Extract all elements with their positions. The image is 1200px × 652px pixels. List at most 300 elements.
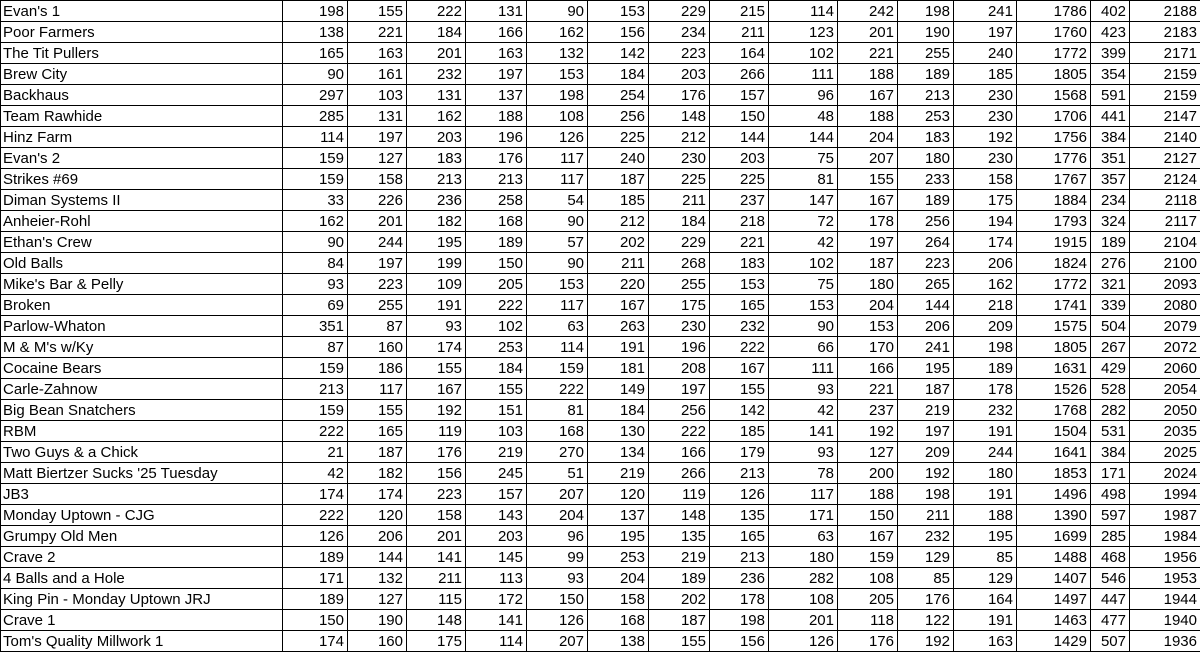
score-cell: 240	[588, 148, 649, 169]
score-cell: 120	[348, 505, 407, 526]
table-row	[1, 190, 1200, 211]
score-cell: 265	[898, 274, 954, 295]
team-name-cell: Monday Uptown - CJG	[1, 505, 283, 526]
score-cell: 201	[769, 610, 838, 631]
score-cell: 282	[1091, 400, 1130, 421]
score-cell: 117	[348, 379, 407, 400]
score-cell: 188	[954, 505, 1017, 526]
score-cell: 189	[283, 547, 348, 568]
score-cell: 135	[649, 526, 710, 547]
score-cell: 199	[407, 253, 466, 274]
score-cell: 114	[769, 1, 838, 22]
score-cell: 191	[588, 337, 649, 358]
score-cell: 203	[407, 127, 466, 148]
score-cell: 236	[407, 190, 466, 211]
score-cell: 155	[466, 379, 527, 400]
score-cell: 171	[769, 505, 838, 526]
score-cell: 163	[466, 43, 527, 64]
score-cell: 1824	[1017, 253, 1091, 274]
score-cell: 113	[466, 568, 527, 589]
score-cell: 218	[954, 295, 1017, 316]
score-cell: 225	[588, 127, 649, 148]
table-row	[1, 526, 1200, 547]
score-cell: 191	[954, 484, 1017, 505]
score-cell: 211	[710, 22, 769, 43]
score-cell: 253	[466, 337, 527, 358]
score-cell: 201	[838, 22, 898, 43]
score-cell: 150	[527, 589, 588, 610]
table-row	[1, 316, 1200, 337]
score-cell: 150	[283, 610, 348, 631]
score-cell: 468	[1091, 547, 1130, 568]
score-cell: 176	[649, 85, 710, 106]
score-cell: 159	[838, 547, 898, 568]
score-cell: 268	[649, 253, 710, 274]
table-row	[1, 274, 1200, 295]
score-cell: 321	[1091, 274, 1130, 295]
score-cell: 192	[898, 463, 954, 484]
table-row	[1, 379, 1200, 400]
score-cell: 90	[527, 1, 588, 22]
score-cell: 117	[527, 169, 588, 190]
score-cell: 219	[649, 547, 710, 568]
score-cell: 99	[527, 547, 588, 568]
score-cell: 167	[838, 85, 898, 106]
table-row	[1, 484, 1200, 505]
score-cell: 242	[838, 1, 898, 22]
score-cell: 145	[466, 547, 527, 568]
score-cell: 174	[348, 484, 407, 505]
score-cell: 1429	[1017, 631, 1091, 652]
score-cell: 504	[1091, 316, 1130, 337]
score-cell: 129	[898, 547, 954, 568]
score-cell: 153	[588, 1, 649, 22]
score-cell: 159	[283, 148, 348, 169]
score-cell: 119	[407, 421, 466, 442]
table-row	[1, 442, 1200, 463]
score-cell: 167	[407, 379, 466, 400]
score-cell: 190	[348, 610, 407, 631]
team-name-cell: Diman Systems II	[1, 190, 283, 211]
score-cell: 255	[348, 295, 407, 316]
score-cell: 151	[466, 400, 527, 421]
score-cell: 213	[710, 463, 769, 484]
score-cell: 2159	[1130, 85, 1200, 106]
score-cell: 1641	[1017, 442, 1091, 463]
score-cell: 137	[466, 85, 527, 106]
score-cell: 182	[407, 211, 466, 232]
score-cell: 90	[527, 253, 588, 274]
score-cell: 195	[898, 358, 954, 379]
team-name-cell: Poor Farmers	[1, 22, 283, 43]
table-row	[1, 463, 1200, 484]
score-cell: 219	[588, 463, 649, 484]
score-cell: 266	[710, 64, 769, 85]
team-name-cell: Mike's Bar & Pelly	[1, 274, 283, 295]
score-cell: 174	[954, 232, 1017, 253]
score-cell: 1488	[1017, 547, 1091, 568]
team-name-cell: Two Guys & a Chick	[1, 442, 283, 463]
score-cell: 153	[527, 274, 588, 295]
score-cell: 184	[649, 211, 710, 232]
score-cell: 171	[1091, 463, 1130, 484]
score-cell: 148	[407, 610, 466, 631]
score-cell: 266	[649, 463, 710, 484]
score-cell: 507	[1091, 631, 1130, 652]
table-row	[1, 232, 1200, 253]
score-cell: 166	[466, 22, 527, 43]
score-cell: 137	[588, 505, 649, 526]
team-name-cell: Crave 2	[1, 547, 283, 568]
table-row	[1, 547, 1200, 568]
score-cell: 546	[1091, 568, 1130, 589]
score-cell: 147	[769, 190, 838, 211]
score-cell: 198	[283, 1, 348, 22]
score-cell: 1994	[1130, 484, 1200, 505]
score-cell: 180	[838, 274, 898, 295]
score-cell: 42	[769, 232, 838, 253]
score-cell: 153	[838, 316, 898, 337]
score-cell: 181	[588, 358, 649, 379]
score-cell: 195	[954, 526, 1017, 547]
score-cell: 2183	[1130, 22, 1200, 43]
score-cell: 226	[348, 190, 407, 211]
score-cell: 189	[954, 358, 1017, 379]
score-cell: 179	[710, 442, 769, 463]
score-cell: 85	[954, 547, 1017, 568]
score-cell: 158	[954, 169, 1017, 190]
score-cell: 188	[466, 106, 527, 127]
score-cell: 498	[1091, 484, 1130, 505]
score-cell: 51	[527, 463, 588, 484]
score-cell: 159	[283, 400, 348, 421]
score-cell: 108	[838, 568, 898, 589]
score-cell: 182	[348, 463, 407, 484]
score-cell: 196	[466, 127, 527, 148]
score-cell: 196	[649, 337, 710, 358]
score-cell: 1805	[1017, 64, 1091, 85]
team-name-cell: Team Rawhide	[1, 106, 283, 127]
score-cell: 232	[898, 526, 954, 547]
score-cell: 117	[769, 484, 838, 505]
team-name-cell: Ethan's Crew	[1, 232, 283, 253]
team-name-cell: Strikes #69	[1, 169, 283, 190]
score-cell: 203	[466, 526, 527, 547]
team-name-cell: Matt Biertzer Sucks '25 Tuesday	[1, 463, 283, 484]
score-cell: 148	[649, 106, 710, 127]
score-cell: 159	[283, 169, 348, 190]
score-cell: 160	[348, 337, 407, 358]
score-cell: 63	[769, 526, 838, 547]
score-cell: 2147	[1130, 106, 1200, 127]
score-cell: 176	[898, 589, 954, 610]
score-cell: 165	[283, 43, 348, 64]
score-cell: 1741	[1017, 295, 1091, 316]
score-cell: 202	[588, 232, 649, 253]
score-cell: 2024	[1130, 463, 1200, 484]
score-cell: 175	[954, 190, 1017, 211]
score-cell: 222	[466, 295, 527, 316]
score-cell: 213	[898, 85, 954, 106]
table-row	[1, 400, 1200, 421]
score-cell: 178	[954, 379, 1017, 400]
score-cell: 189	[1091, 232, 1130, 253]
score-cell: 1575	[1017, 316, 1091, 337]
score-cell: 198	[710, 610, 769, 631]
score-cell: 158	[588, 589, 649, 610]
score-cell: 174	[283, 484, 348, 505]
score-cell: 256	[649, 400, 710, 421]
score-cell: 123	[769, 22, 838, 43]
score-cell: 153	[769, 295, 838, 316]
score-cell: 245	[466, 463, 527, 484]
score-cell: 114	[466, 631, 527, 652]
score-cell: 191	[954, 610, 1017, 631]
score-cell: 155	[710, 379, 769, 400]
score-cell: 118	[838, 610, 898, 631]
score-cell: 160	[348, 631, 407, 652]
score-cell: 192	[838, 421, 898, 442]
score-cell: 1776	[1017, 148, 1091, 169]
score-cell: 253	[588, 547, 649, 568]
score-cell: 429	[1091, 358, 1130, 379]
score-cell: 255	[649, 274, 710, 295]
team-name-cell: Parlow-Whaton	[1, 316, 283, 337]
score-cell: 21	[283, 442, 348, 463]
score-cell: 197	[649, 379, 710, 400]
score-cell: 195	[588, 526, 649, 547]
score-cell: 1631	[1017, 358, 1091, 379]
score-cell: 159	[283, 358, 348, 379]
score-cell: 531	[1091, 421, 1130, 442]
score-cell: 93	[769, 442, 838, 463]
score-cell: 164	[954, 589, 1017, 610]
score-cell: 597	[1091, 505, 1130, 526]
score-cell: 155	[649, 631, 710, 652]
score-cell: 180	[769, 547, 838, 568]
score-cell: 441	[1091, 106, 1130, 127]
table-row	[1, 253, 1200, 274]
score-cell: 141	[466, 610, 527, 631]
score-cell: 93	[407, 316, 466, 337]
score-cell: 108	[769, 589, 838, 610]
score-cell: 155	[348, 1, 407, 22]
score-cell: 102	[769, 43, 838, 64]
score-cell: 189	[898, 190, 954, 211]
score-cell: 1496	[1017, 484, 1091, 505]
score-cell: 213	[407, 169, 466, 190]
score-cell: 2080	[1130, 295, 1200, 316]
score-cell: 103	[348, 85, 407, 106]
score-cell: 171	[283, 568, 348, 589]
score-cell: 165	[710, 295, 769, 316]
score-cell: 223	[898, 253, 954, 274]
score-cell: 211	[649, 190, 710, 211]
score-cell: 229	[649, 232, 710, 253]
score-cell: 163	[954, 631, 1017, 652]
score-cell: 163	[348, 43, 407, 64]
score-cell: 2124	[1130, 169, 1200, 190]
score-cell: 175	[649, 295, 710, 316]
score-cell: 183	[898, 127, 954, 148]
score-cell: 69	[283, 295, 348, 316]
score-cell: 264	[898, 232, 954, 253]
score-cell: 131	[348, 106, 407, 127]
score-cell: 211	[588, 253, 649, 274]
score-cell: 237	[710, 190, 769, 211]
score-cell: 1987	[1130, 505, 1200, 526]
score-cell: 230	[649, 148, 710, 169]
score-cell: 198	[898, 484, 954, 505]
score-cell: 153	[527, 64, 588, 85]
score-cell: 222	[649, 421, 710, 442]
score-cell: 187	[649, 610, 710, 631]
score-cell: 197	[954, 22, 1017, 43]
score-cell: 1504	[1017, 421, 1091, 442]
table-row	[1, 64, 1200, 85]
score-cell: 165	[710, 526, 769, 547]
score-cell: 103	[466, 421, 527, 442]
score-cell: 115	[407, 589, 466, 610]
score-cell: 339	[1091, 295, 1130, 316]
score-cell: 155	[838, 169, 898, 190]
score-cell: 399	[1091, 43, 1130, 64]
team-name-cell: JB3	[1, 484, 283, 505]
score-cell: 144	[898, 295, 954, 316]
score-cell: 185	[710, 421, 769, 442]
score-cell: 189	[898, 64, 954, 85]
score-cell: 324	[1091, 211, 1130, 232]
score-cell: 1953	[1130, 568, 1200, 589]
score-cell: 81	[527, 400, 588, 421]
score-cell: 241	[898, 337, 954, 358]
score-cell: 211	[407, 568, 466, 589]
score-cell: 2025	[1130, 442, 1200, 463]
score-cell: 90	[527, 211, 588, 232]
score-cell: 477	[1091, 610, 1130, 631]
score-cell: 166	[649, 442, 710, 463]
score-cell: 1944	[1130, 589, 1200, 610]
table-row	[1, 85, 1200, 106]
score-cell: 175	[407, 631, 466, 652]
score-cell: 351	[1091, 148, 1130, 169]
score-cell: 197	[898, 421, 954, 442]
score-cell: 132	[348, 568, 407, 589]
score-cell: 42	[283, 463, 348, 484]
table-row	[1, 610, 1200, 631]
score-cell: 96	[527, 526, 588, 547]
score-cell: 203	[649, 64, 710, 85]
score-cell: 204	[838, 127, 898, 148]
score-cell: 132	[527, 43, 588, 64]
score-cell: 85	[898, 568, 954, 589]
score-cell: 183	[407, 148, 466, 169]
score-cell: 66	[769, 337, 838, 358]
score-cell: 167	[838, 526, 898, 547]
score-cell: 256	[898, 211, 954, 232]
score-cell: 33	[283, 190, 348, 211]
score-cell: 221	[838, 379, 898, 400]
score-cell: 150	[466, 253, 527, 274]
score-cell: 63	[527, 316, 588, 337]
score-cell: 225	[710, 169, 769, 190]
score-cell: 2171	[1130, 43, 1200, 64]
score-cell: 126	[283, 526, 348, 547]
score-cell: 1772	[1017, 274, 1091, 295]
score-cell: 172	[466, 589, 527, 610]
score-cell: 357	[1091, 169, 1130, 190]
score-cell: 2118	[1130, 190, 1200, 211]
score-cell: 232	[407, 64, 466, 85]
score-cell: 174	[283, 631, 348, 652]
score-cell: 234	[649, 22, 710, 43]
score-cell: 221	[710, 232, 769, 253]
score-cell: 126	[527, 610, 588, 631]
score-cell: 178	[710, 589, 769, 610]
score-cell: 194	[954, 211, 1017, 232]
score-cell: 222	[283, 421, 348, 442]
score-cell: 237	[838, 400, 898, 421]
score-cell: 1936	[1130, 631, 1200, 652]
team-name-cell: Anheier-Rohl	[1, 211, 283, 232]
score-cell: 144	[769, 127, 838, 148]
score-cell: 254	[588, 85, 649, 106]
score-cell: 232	[954, 400, 1017, 421]
score-cell: 127	[348, 148, 407, 169]
score-cell: 174	[407, 337, 466, 358]
score-cell: 143	[466, 505, 527, 526]
score-cell: 87	[283, 337, 348, 358]
team-name-cell: Cocaine Bears	[1, 358, 283, 379]
score-cell: 150	[838, 505, 898, 526]
score-cell: 207	[838, 148, 898, 169]
table-row	[1, 169, 1200, 190]
score-cell: 167	[710, 358, 769, 379]
score-cell: 148	[649, 505, 710, 526]
score-cell: 184	[588, 64, 649, 85]
score-cell: 2079	[1130, 316, 1200, 337]
score-cell: 111	[769, 358, 838, 379]
score-cell: 127	[838, 442, 898, 463]
score-cell: 2159	[1130, 64, 1200, 85]
score-cell: 234	[1091, 190, 1130, 211]
score-cell: 114	[283, 127, 348, 148]
score-cell: 1568	[1017, 85, 1091, 106]
team-name-cell: Backhaus	[1, 85, 283, 106]
score-cell: 528	[1091, 379, 1130, 400]
score-cell: 1853	[1017, 463, 1091, 484]
score-cell: 201	[407, 526, 466, 547]
score-cell: 158	[348, 169, 407, 190]
score-cell: 192	[898, 631, 954, 652]
score-cell: 218	[710, 211, 769, 232]
team-name-cell: The Tit Pullers	[1, 43, 283, 64]
team-name-cell: Broken	[1, 295, 283, 316]
score-cell: 198	[527, 85, 588, 106]
score-cell: 221	[348, 22, 407, 43]
score-cell: 187	[838, 253, 898, 274]
score-cell: 212	[649, 127, 710, 148]
score-cell: 232	[710, 316, 769, 337]
score-cell: 130	[588, 421, 649, 442]
score-cell: 188	[838, 484, 898, 505]
score-cell: 1772	[1017, 43, 1091, 64]
score-cell: 176	[407, 442, 466, 463]
score-cell: 197	[348, 127, 407, 148]
score-cell: 230	[649, 316, 710, 337]
score-cell: 206	[954, 253, 1017, 274]
score-cell: 166	[838, 358, 898, 379]
